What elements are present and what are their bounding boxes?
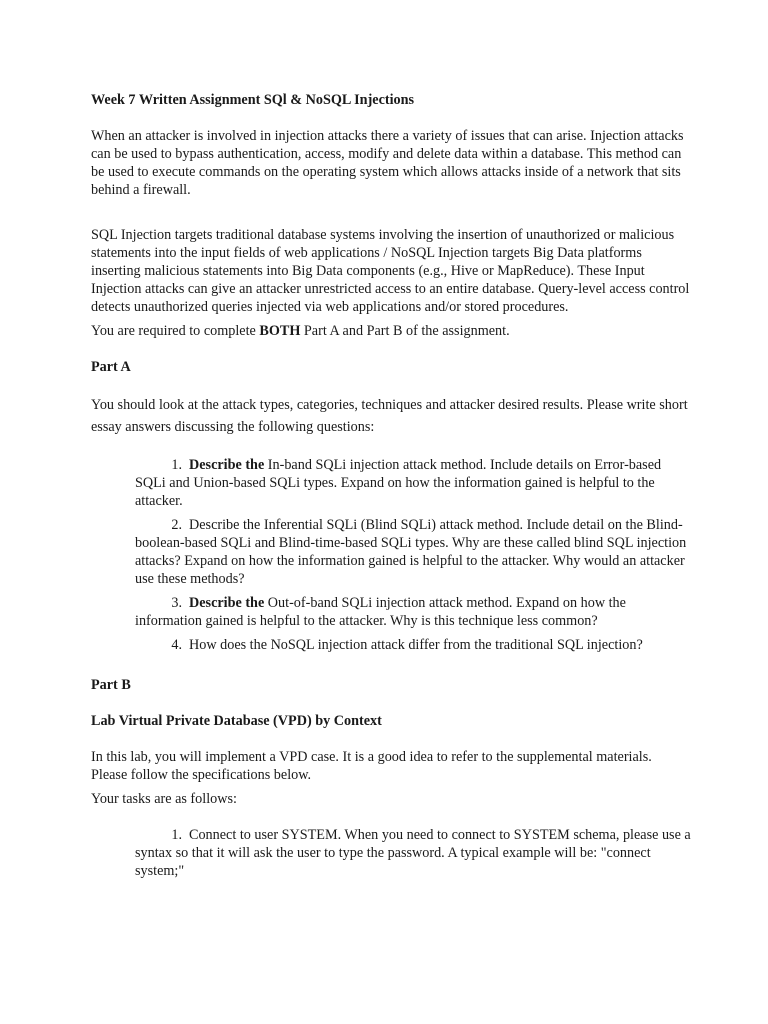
question-item-3 <box>135 594 691 630</box>
document-body <box>91 91 691 886</box>
question-emphasis: Describe the <box>189 595 265 611</box>
tasks-intro: Your tasks are as follows: <box>91 791 237 807</box>
lab-title: Lab Virtual Private Database (VPD) by Context <box>91 713 382 729</box>
question-item-4 <box>135 636 691 654</box>
question-number: 2. <box>171 517 182 533</box>
task-item-1 <box>135 826 691 880</box>
question-number: 1. <box>171 457 182 473</box>
intro-paragraph: When an attacker is involved in injection attacks there a variety of issues that can arise. Injection attacks can be used to bypass authentication, access, modify and delete data within a database. This method can be used to execute commands on the operating system which allows attacks inside of a network that sits behind a firewall. <box>91 128 684 198</box>
document-title: Week 7 Written Assignment SQl & NoSQL Injections <box>91 92 415 108</box>
question-text: In-band SQLi injection attack method. Include details on Error-based SQLi and Union-based SQLi types. Expand on how the information gained is helpful to the attacker. <box>135 457 662 509</box>
part-a-intro: You should look at the attack types, categories, techniques and attacker desired results. Please write short essay answers discussing the following questions: <box>91 397 688 435</box>
question-text: How does the NoSQL injection attack differ from the traditional SQL injection? <box>189 637 643 653</box>
task-text: Connect to user SYSTEM. When you need to connect to SYSTEM schema, please use a syntax so that it will ask the user to type the password. A typical example will be: "connect system;" <box>135 827 691 879</box>
question-number: 4. <box>171 637 182 653</box>
lab-intro: In this lab, you will implement a VPD case. It is a good idea to refer to the supplemental materials. Please follow the specifications below. <box>91 749 652 783</box>
task-list <box>91 826 691 880</box>
requirement-suffix: Part A and Part B of the assignment. <box>300 323 510 339</box>
question-item-2 <box>135 516 691 588</box>
question-item-1 <box>135 456 691 510</box>
requirement-paragraph <box>91 322 691 340</box>
question-text: Describe the Inferential SQLi (Blind SQLi) attack method. Include detail on the Blind-boolean-based SQLi and Blind-time-based SQLi types. Why are these called blind SQL injection attacks? Expand on how the information gained is helpful to the attacker. Why would an attacker use these methods? <box>135 517 687 587</box>
part-a-heading: Part A <box>91 359 131 375</box>
question-number: 3. <box>171 595 182 611</box>
question-text: Out-of-band SQLi injection attack method. Expand on how the information gained is helpful to the attacker. Why is this technique less common? <box>135 595 626 629</box>
sql-injection-paragraph: SQL Injection targets traditional database systems involving the insertion of unauthorized or malicious statements into the input fields of web applications / NoSQL Injection targets Big Data platforms inserting malicious statements into Big Data components (e.g., Hive or MapReduce). These Input Injection attacks can give an attacker unrestricted access to an entire database. Query-level access control detects unauthorized queries injected via web applications and/or stored procedures. <box>91 227 690 315</box>
requirement-emphasis: BOTH <box>259 323 301 339</box>
part-b-heading: Part B <box>91 677 131 693</box>
requirement-prefix: You are required to complete <box>91 323 260 339</box>
question-emphasis: Describe the <box>189 457 265 473</box>
task-number: 1. <box>171 827 182 843</box>
part-a-question-list <box>91 456 691 654</box>
